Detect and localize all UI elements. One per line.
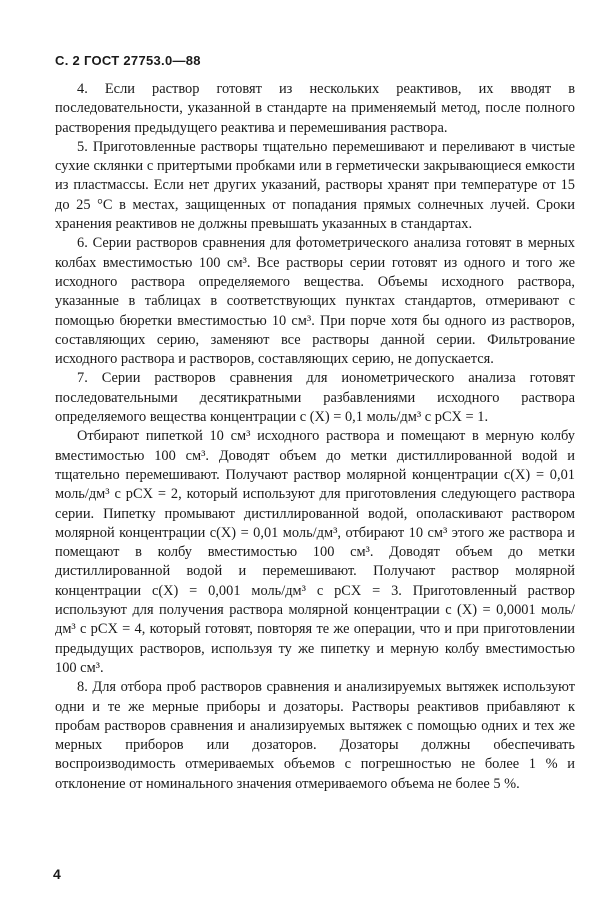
page-number: 4 bbox=[53, 866, 61, 882]
paragraph-7-continued: Отбирают пипеткой 10 см³ исходного раствора и помещают в мерную колбу вместимостью 100 см³. Доводят объем до метки дистиллированной водой и тщательно перемешивают. Получают раствор молярной концентрации c(X) = 0,01 моль/дм³ с pCX = 2, который используют для приготовления следующего раствора серии. Пипетку промывают дистиллированной водой, ополаскивают раствором молярной концентрации c(X) = 0,01 моль/дм³, отбирают 10 см³ этого же раствора и помещают в колбу вместимостью 100 см³. Доводят объем до метки дистиллированной водой и перемешивают. Получают раствор молярной концентрации c(X) = 0,001 моль/дм³ с pCX = 3. Приготовленный раствор используют для получения раствора молярной концентрации c (X) = 0,0001 моль/дм³ с pCX = 4, который готовят, повторяя те же операции, что и при приготовлении предыдущих растворов, используя ту же пипетку и мерную колбу вместимостью 100 см³. bbox=[55, 428, 575, 676]
document-body bbox=[55, 80, 575, 794]
paragraph-5: 5. Приготовленные растворы тщательно перемешивают и переливают в чистые сухие склянки с притертыми пробками или в герметически закрывающиеся емкости из пластмассы. Если нет других указаний, растворы хранят при температуре от 15 до 25 °С в местах, защищенных от попадания прямых солнечных лучей. Сроки хранения реактивов не должны превышать указанных в стандартах. bbox=[55, 138, 575, 233]
paragraph-7: 7. Серии растворов сравнения для ионометрического анализа готовят последовательными десятикратными разбавлениями исходного раствора определяемого вещества концентрации c (X) = 0,1 моль/дм³ с pCX = 1. bbox=[55, 370, 575, 426]
paragraph-8: 8. Для отбора проб растворов сравнения и анализируемых вытяжек используют одни и те же мерные приборы и дозаторы. Растворы реактивов прибавляют к пробам растворов сравнения и анализируемых вытяжек с помощью одних и тех же мерных приборов или дозаторов. Дозаторы должны обеспечивать воспроизводимость отмериваемых объемов с погрешностью не более 1 % и отклонение от номинального значения отмериваемого объема не более 5 %. bbox=[55, 679, 575, 792]
paragraph-4: 4. Если раствор готовят из нескольких реактивов, их вводят в последовательности, указанной в стандарте на применяемый метод, после полного растворения предыдущего реактива и перемешивания раствора. bbox=[55, 81, 575, 136]
page-header: С. 2 ГОСТ 27753.0—88 bbox=[55, 53, 201, 68]
paragraph-6: 6. Серии растворов сравнения для фотометрического анализа готовят в мерных колбах вместимостью 100 см³. Все растворы серии готовят из одного и того же исходного раствора определяемого вещества. Объемы исходного раствора, указанные в таблицах в соответствующих пунктах стандартов, отмеривают с помощью бюретки вместимостью 10 см³. При порче хотя бы одного из растворов, составляющих серию, заменяют все растворы данной серии. Фильтрование исходного раствора и растворов, составляющих серию, не допускается. bbox=[55, 235, 575, 368]
